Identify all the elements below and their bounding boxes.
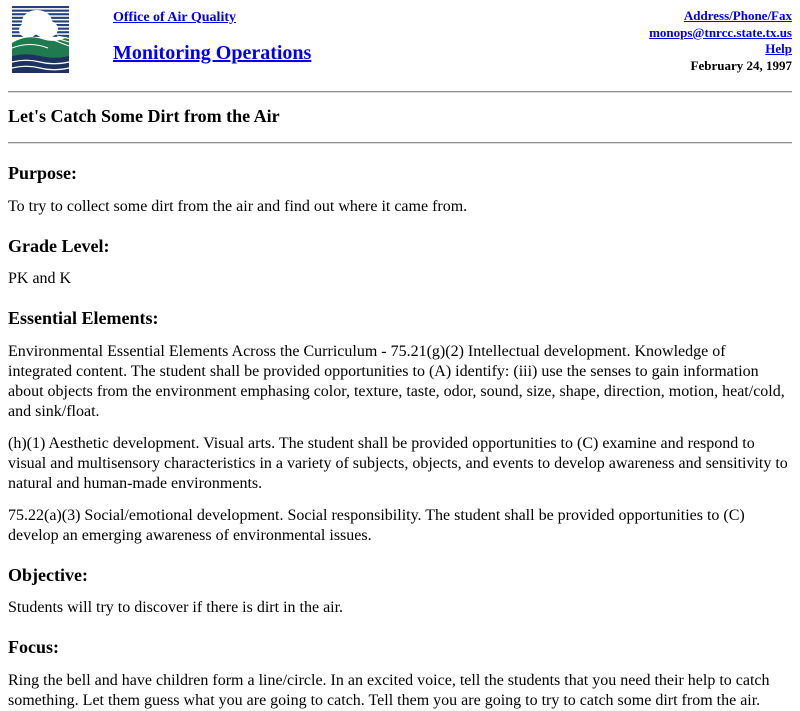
section-heading-purpose: Purpose: — [8, 163, 77, 184]
section-heading-grade-level: Grade Level: — [8, 235, 110, 256]
header-right-links — [649, 6, 792, 75]
section-heading-focus: Focus: — [8, 637, 59, 658]
tnrcc-agency-logo — [12, 6, 69, 73]
section-heading-essential-elements: Essential Elements: — [8, 308, 159, 329]
page-header — [0, 0, 800, 75]
divider-under-header — [8, 91, 792, 93]
header-left-links — [113, 6, 311, 65]
focus-text: Ring the bell and have children form a line/circle. In an excited voice, tell the students that you need their help to catch something. Let them guess what you are going to catch. Tell them you are going to try to catch some dirt from the air. — [8, 672, 770, 710]
address-phone-fax-link[interactable]: Address/Phone/Fax — [683, 8, 792, 23]
help-link[interactable]: Help — [765, 41, 792, 57]
grade-level-text: PK and K — [8, 270, 72, 288]
lesson-body — [0, 163, 800, 711]
essential-elements-paragraph-2: (h)(1) Aesthetic development. Visual arts. The student shall be provided opportunities to (C) examine and respond to visual and multisensory characteristics in a variety of subjects, objects, and events to develop awareness and sensitivity to natural and human-made environments. — [8, 434, 788, 492]
purpose-text: To try to collect some dirt from the air and find out where it came from. — [8, 197, 468, 215]
tnrcc-logo-graphic — [12, 6, 69, 73]
monitoring-operations-link[interactable]: Monitoring Operations — [113, 42, 312, 64]
page-title: Let's Catch Some Dirt from the Air — [8, 105, 280, 126]
section-heading-objective: Objective: — [8, 564, 88, 585]
divider-under-title — [8, 142, 792, 144]
page-date: February 24, 1997 — [690, 57, 792, 73]
title-block — [0, 106, 800, 128]
objective-text: Students will try to discover if there is dirt in the air. — [8, 599, 344, 617]
essential-elements-paragraph-1: Environmental Essential Elements Across the Curriculum - 75.21(g)(2) Intellectual development. Knowledge of integrated content. The student shall be provided opportunities to (A) identify: (iii) use the senses to gain information about objects from the environment emphasing color, texture, taste, odor, sound, size, shape, direction, motion, heat/cold, and sink/float. — [8, 342, 785, 420]
email-link[interactable]: monops@tnrcc.state.tx.us — [649, 24, 792, 40]
office-of-air-quality-link[interactable]: Office of Air Quality — [113, 10, 236, 25]
essential-elements-paragraph-3: 75.22(a)(3) Social/emotional development. Social responsibility. The student shall be provided opportunities to (C) develop an emerging awareness of environmental issues. — [8, 506, 745, 544]
